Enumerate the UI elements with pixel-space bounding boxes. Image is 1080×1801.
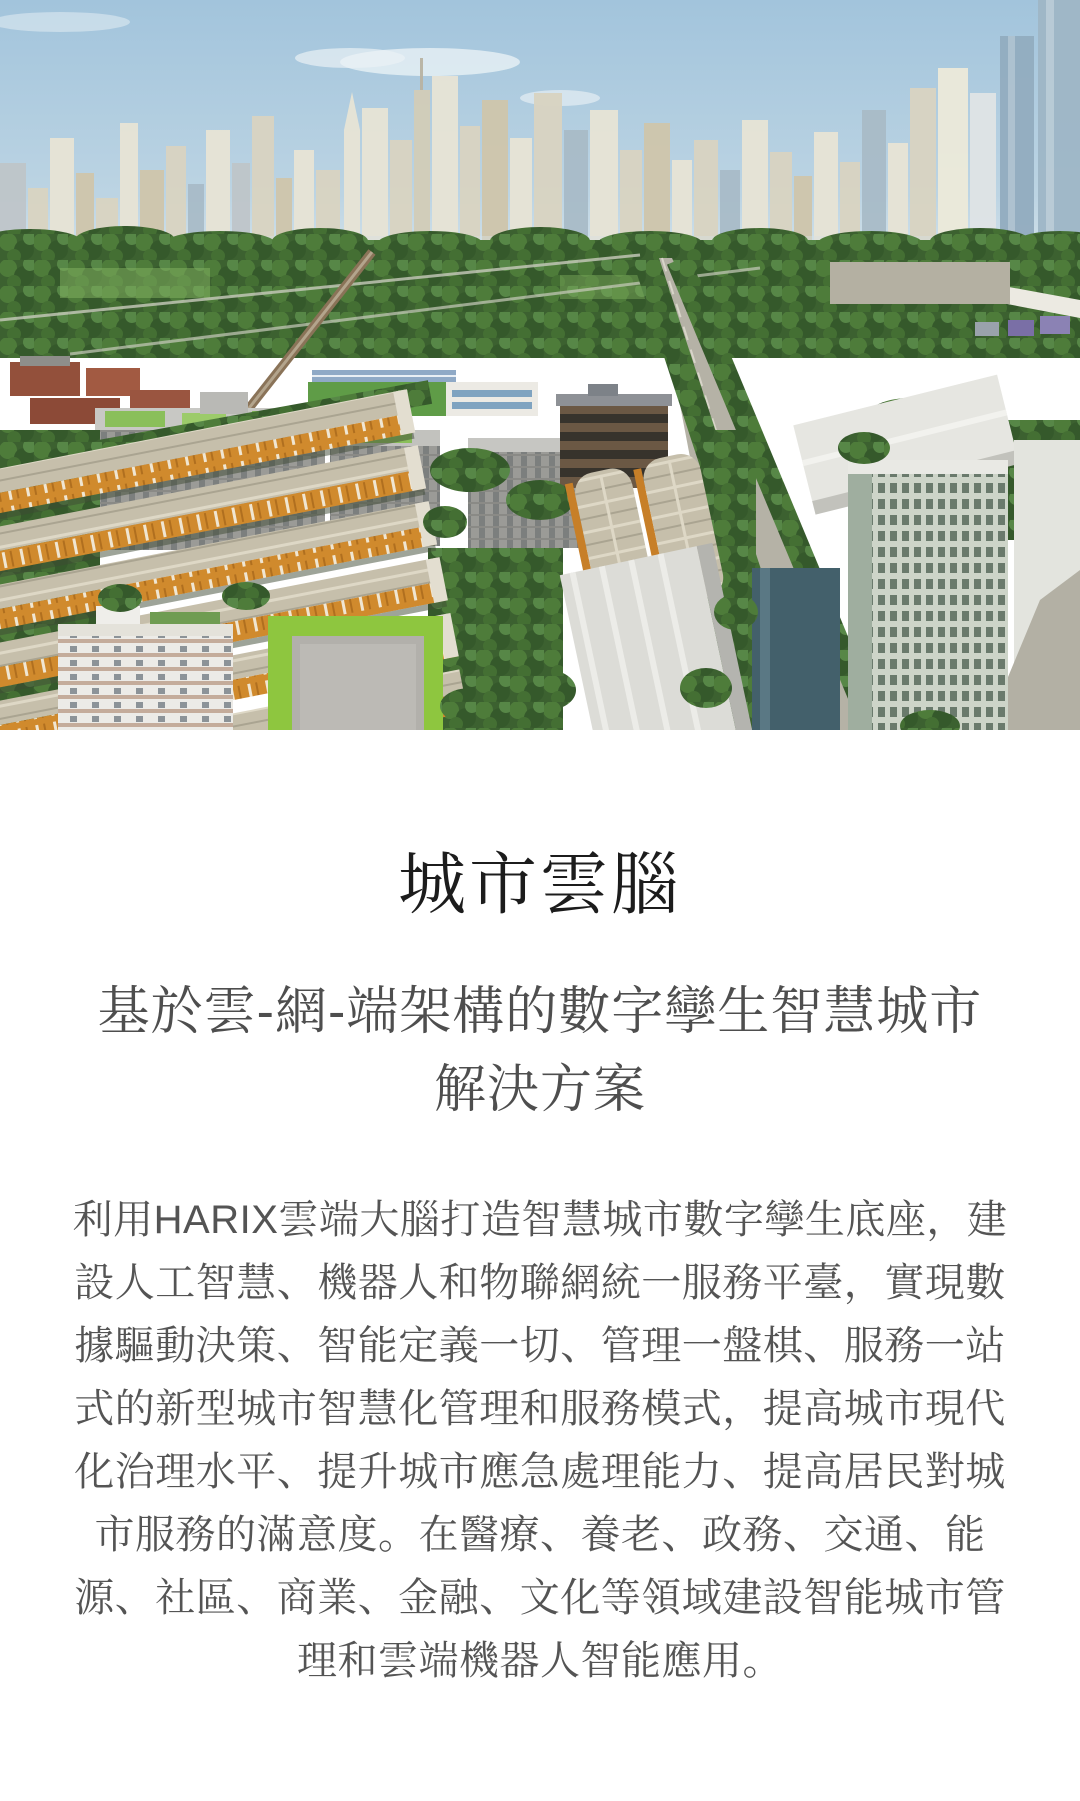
city-cloud-brain-section (0, 838, 1080, 1693)
green-roof-building (268, 616, 443, 730)
bottom-right-towers (752, 440, 1080, 730)
smart-city-aerial-render-icon (0, 0, 1080, 730)
page-title: 城市雲腦 (397, 847, 682, 923)
section-body: 利用HARIX雲端大腦打造智慧城市數字孿生底座，建設人工智慧、機器人和物聯網統一服務平臺，實現數據驅動決策、智能定義一切、管理一盤棋、服務一站式的新型城市智慧化管理和服務模式，提高城市現代化治理水平、提升城市應急處理能力、提高居民對城市服務的滿意度。在醫療、養老、政務、交通、能源、社區、商業、金融、文化等領域建設智能城市管理和雲端機器人智能應用。 (72, 1198, 1008, 1683)
residential-building (58, 606, 233, 730)
hero-city-image (0, 0, 1080, 730)
page-subtitle: 基於雲-網-端架構的數字孿生智慧城市解決方案 (97, 983, 983, 1119)
park-trees (0, 226, 1080, 412)
